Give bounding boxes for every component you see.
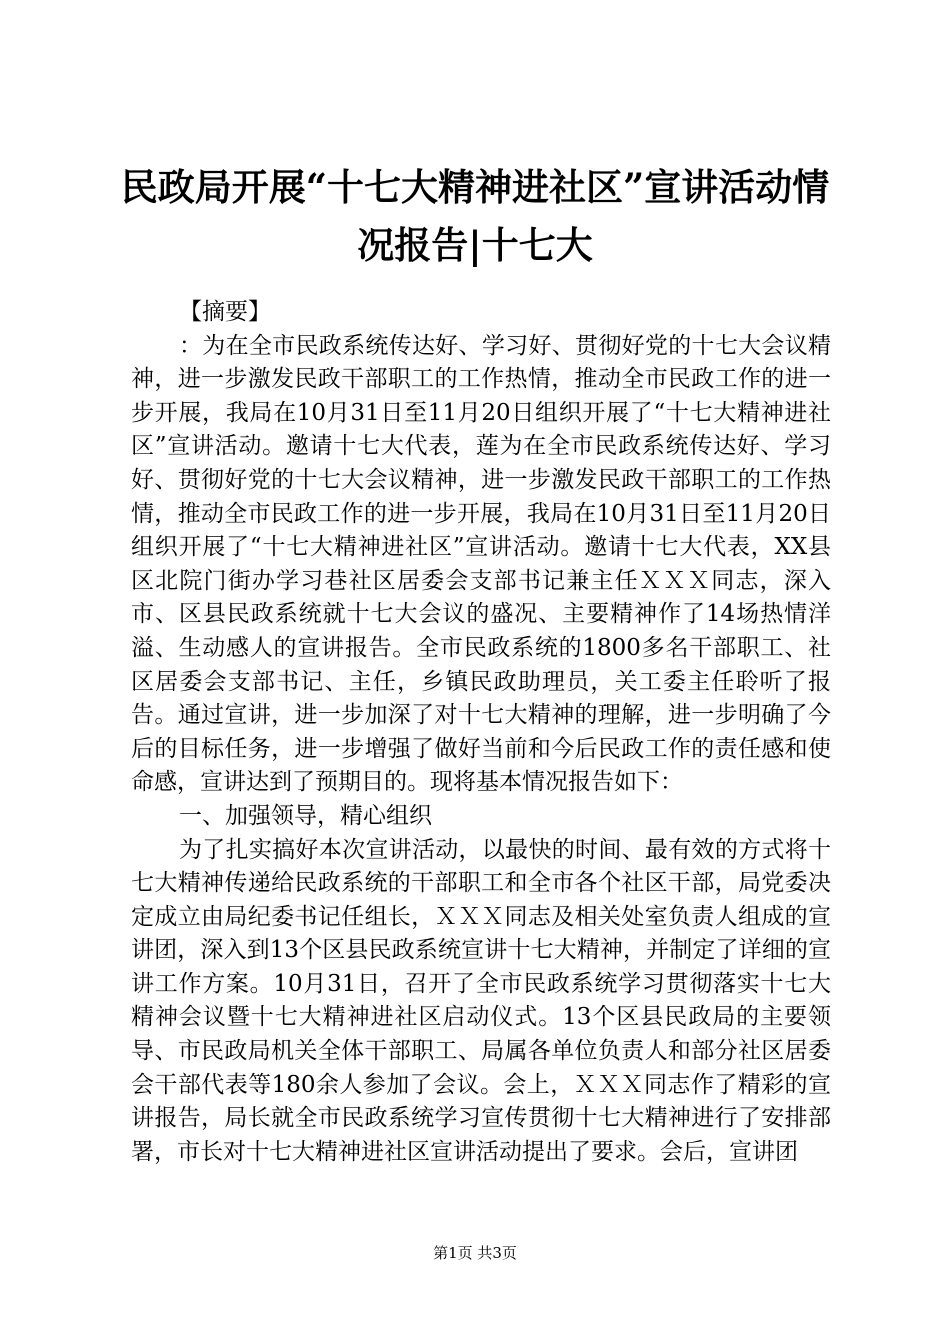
document-body <box>131 296 831 1169</box>
document-title: 民政局开展“十七大精神进社区”宣讲活动情况报告|十七大 <box>120 165 830 267</box>
abstract-label: 【摘要】 <box>179 299 271 325</box>
page-footer: 第1页 共3页 <box>433 1244 517 1262</box>
section-heading: 一、加强领导，精心组织 <box>179 802 432 829</box>
abstract-paragraph: ：为在全市民政系统传达好、学习好、贯彻好党的十七大会议精神，进一步激发民政干部职工的工作热情，推动全市民政工作的进一步开展，我局在10月31日至11月20日组织开展了“十七大精神进社区”宣讲活动。邀请十七大代表，莲为在全市民政系统传达好、学习好、贯彻好党的十七大会议精神，进一步激发民政干部职工的工作热情，推动全市民政工作的进一步开展，我局在10月31日至11月20日组织开展了“十七大精神进社区”宣讲活动。邀请十七大代表，XX县区北院门街办学习巷社区居委会支部书记兼主任ＸＸＸ同志，深入市、区县民政系统就十七大会议的盛况、主要精神作了14场热情洋溢、生动感人的宣讲报告。全市民政系统的1800多名干部职工、社区居委会支部书记、主任，乡镇民政助理员，关工委主任聆听了报告。通过宣讲，进一步加深了对十七大精神的理解，进一步明确了今后的目标任务，进一步增强了做好当前和今后民政工作的责任感和使命感，宣讲达到了预期目的。现将基本情况报告如下： <box>131 332 831 796</box>
section-paragraph: 为了扎实搞好本次宣讲活动，以最快的时间、最有效的方式将十七大精神传递给民政系统的干部职工和全市各个社区干部，局党委决定成立由局纪委书记任组长，ＸＸＸ同志及相关处室负责人组成的宣讲团，深入到13个区县民政系统宣讲十七大精神，并制定了详细的宣讲工作方案。10月31日，召开了全市民政系统学习贯彻落实十七大精神会议暨十七大精神进社区启动仪式。13个区县民政局的主要领导、市民政局机关全体干部职工、局属各单位负责人和部分社区居委会干部代表等180余人参加了会议。会上，ＸＸＸ同志作了精彩的宣讲报告，局长就全市民政系统学习宣传贯彻十七大精神进行了安排部署，市长对十七大精神进社区宣讲活动提出了要求。会后，宣讲团 <box>131 836 831 1165</box>
